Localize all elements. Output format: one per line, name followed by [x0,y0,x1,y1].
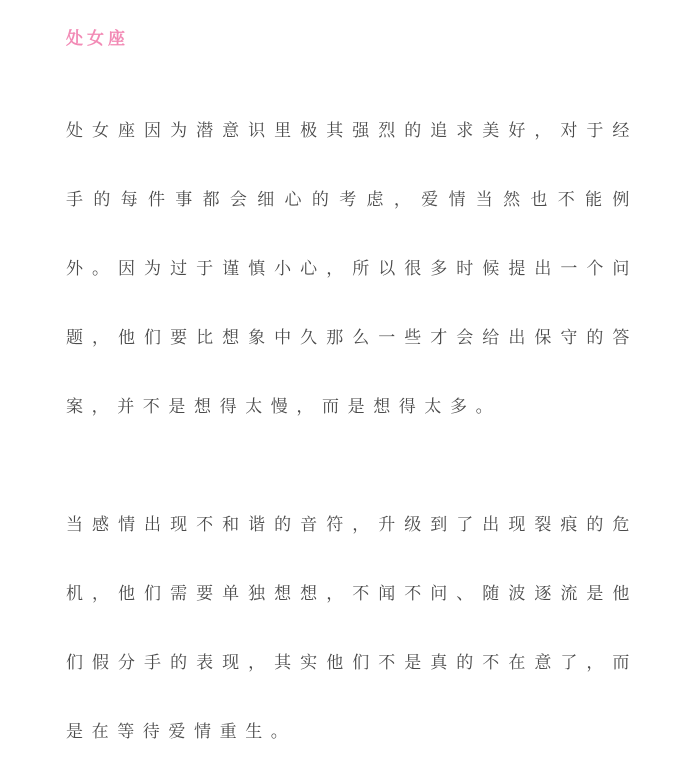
article-title: 处女座 [66,29,129,49]
paragraph-1: 处女座因为潜意识里极其强烈的追求美好，对于经手的每件事都会细心的考虑，爱情当然也不能例外。因为过于谨慎小心，所以很多时候提出一个问题，他们要比想象中久那么一些才会给出保守的答案，并不是想得太慢，而是想得太多。 [66,121,638,417]
paragraph-2: 当感情出现不和谐的音符，升级到了出现裂痕的危机，他们需要单独想想，不闻不问、随波逐流是他们假分手的表现，其实他们不是真的不在意了，而是在等待爱情重生。 [66,515,638,742]
article [66,26,638,767]
